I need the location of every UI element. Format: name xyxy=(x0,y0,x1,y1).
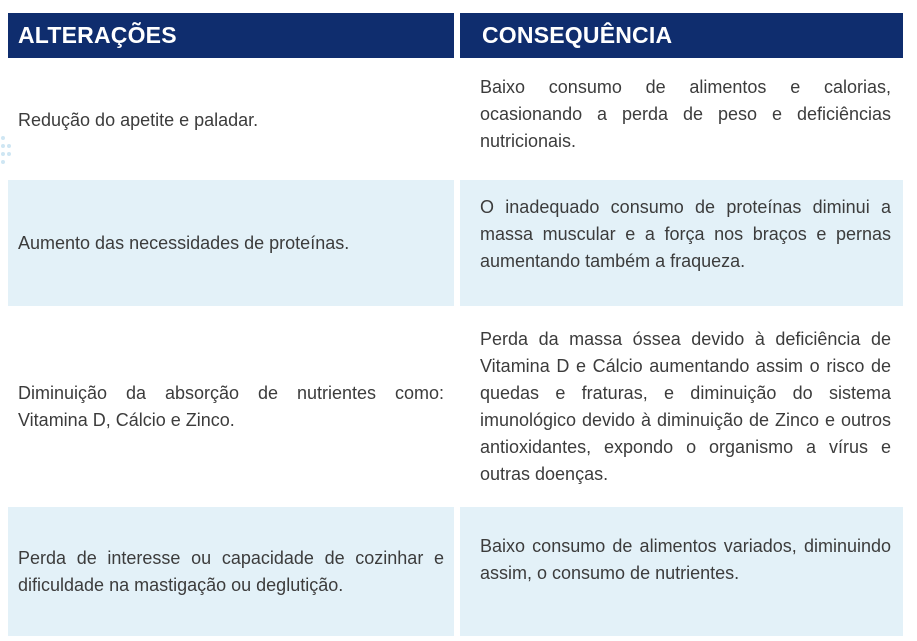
alteration-text: Diminuição da absorção de nutrientes como: Vitamina D, Cálcio e Zinco. xyxy=(18,382,444,430)
table-row xyxy=(8,507,903,636)
alteration-cell xyxy=(8,64,454,176)
alteration-text: Perda de interesse ou capacidade de cozinhar e dificuldade na mastigação ou deglutição. xyxy=(18,547,444,595)
consequence-cell: Baixo consumo de alimentos e calorias, ocasionando a perda de peso e deficiências nutricionais. xyxy=(480,77,891,151)
consequence-cell: O inadequado consumo de proteínas diminui a massa muscular e a força nos braços e pernas aumentando também a fraqueza. xyxy=(460,180,903,306)
alteration-cell xyxy=(8,310,454,503)
header-consequencia: CONSEQUÊNCIA xyxy=(460,13,903,58)
table-row xyxy=(8,64,903,176)
header-alteracoes: ALTERAÇÕES xyxy=(8,13,454,58)
table-row xyxy=(8,180,903,306)
consequence-cell: Baixo consumo de alimentos variados, diminuindo assim, o consumo de nutrientes. xyxy=(460,507,903,636)
alteration-text: Redução do apetite e paladar. xyxy=(18,109,259,130)
alteration-text: Aumento das necessidades de proteínas. xyxy=(18,232,350,253)
alterations-table xyxy=(8,13,903,640)
table-header-row xyxy=(8,13,903,58)
alteration-cell xyxy=(8,507,454,636)
table-row xyxy=(8,310,903,503)
alteration-cell xyxy=(8,180,454,306)
consequence-cell: Perda da massa óssea devido à deficiência de Vitamina D e Cálcio aumentando assim o risco de quedas e fraturas, e diminuição do sistema imunológico devido à diminuição de Zinco e outros antioxidantes, expondo o organismo a vírus e outras doenças. xyxy=(480,329,891,484)
